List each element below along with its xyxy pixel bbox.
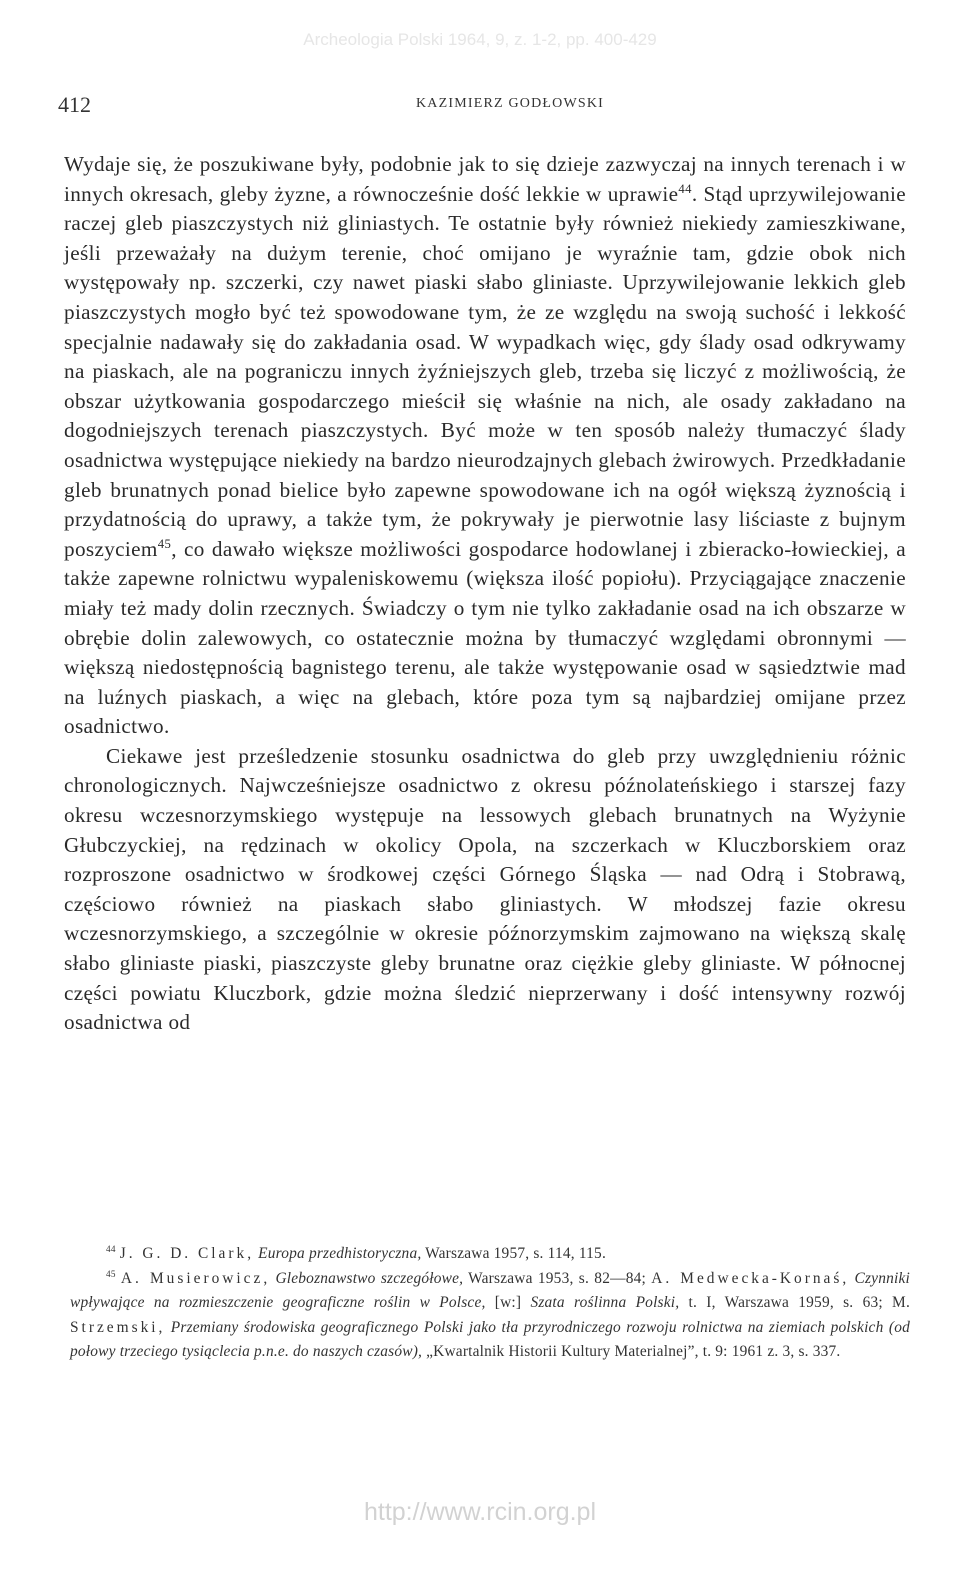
footnote-44-number: 44 [106,1243,116,1254]
page-number: 412 [58,92,91,117]
footnotes [70,1242,910,1365]
footnote-45-title-2: Czynniki wpływające na rozmieszczenie geograficzne roślin w Polsce, [70,1269,910,1312]
body-text [64,150,906,1038]
footnote-ref-45[interactable]: 45 [157,536,172,551]
footnote-45 [70,1267,910,1365]
footnote-45-rest-2a: [w:] [485,1294,531,1312]
footnote-ref-44[interactable]: 44 [678,181,692,196]
paragraph-2: Ciekawe jest prześledzenie stosunku osadnictwa do gleb przy uwzględnieniu różnic chronologicznych. Najwcześniejsze osadnictwo z okresu późnolateńskiego i starszej fazy okresu wczesnorzymskiego występuje na lessowych glebach brunatnych na Wyżynie Głubczyckiej, na rędzinach w okolicy Opola, na szczerkach w Kluczborskiem oraz rozproszone osadnictwo w środkowej części Górnego Śląska — nad Odrą i Stobrawą, częściowo również na piaskach słabo gliniastych. W młodszej fazie okresu wczesnorzymskiego, a szczególnie w okresie późnorzymskim zajmowano na większą skalę słabo gliniaste piaski, piaszczyste gleby brunatne oraz ciężkie gleby gliniaste. W północnej części powiatu Kluczbork, gdzie można śledzić nieprzerwany i dość intensywny rozwój osadnictwa od [64,743,906,1035]
footnote-44-rest: Warszawa 1957, s. 114, 115. [421,1245,606,1262]
paragraph-1-part-c: , co dawało większe możliwości gospodarce hodowlanej i zbieracko-łowieckiej, a także zapewne rolnictwu wypaleniskowemu (większa ilość popiołu). Przyciągające znaczenie miały też mady dolin rzecznych. Świadczy o tym nie tylko zakładanie osad na ich obszarze w obrębie dolin zalewowych, co ostatecznie można by tłumaczyć względami obronnymi — większą niedostępnością bagnistego terenu, ale także występowanie osad w sąsiedztwie mad na luźnych piaskach, a więc na glebach, które poza tym są najbardziej omijane przez osadnictwo. [64,536,906,739]
footnote-45-rest-1: Warszawa 1953, s. 82—84; [463,1269,652,1287]
footnote-44-title: Europa przedhistoryczna, [258,1245,422,1262]
watermark-top: Archeologia Polski 1964, 9, z. 1-2, pp. 400-429 [303,30,657,49]
watermark-bottom-url[interactable]: http://www.rcin.org.pl [363,1498,597,1526]
footnote-45-title-3: Szata roślinna Polski, [530,1294,680,1312]
footnote-45-title-1: Gleboznawstwo szczegółowe, [275,1269,464,1287]
footnote-44 [70,1242,910,1267]
paragraph-1-part-a: Wydaje się, że poszukiwane były, podobnie jak to się dzieje zazwyczaj na innych terenach i w innych okresach, gleby żyzne, a równocześnie dość lekkie w uprawie [64,152,906,206]
footnote-45-author-2: A. Medwecka-Kornaś, [651,1269,850,1287]
footnote-45-rest-2b: t. I, Warszawa 1959, s. 63; M. [679,1294,910,1312]
footnote-45-number: 45 [106,1268,116,1279]
footnote-44-author: J. G. D. Clark, [119,1245,255,1262]
footnote-45-author-1: A. Musierowicz, [120,1269,271,1287]
footnote-45-rest-3: „Kwartalnik Historii Kultury Materialnej”, t. 9: 1961 z. 3, s. 337. [422,1343,841,1361]
paragraph-1 [64,150,906,742]
footnote-45-author-3: Strzemski, [70,1318,166,1336]
footnote-45-title-4: Przemiany środowiska geograficznego Polski jako tła przyrodniczego rozwoju rolnictwa na ziemiach polskich (od połowy trzeciego tysiąclecia p.n.e. do naszych czasów), [70,1318,910,1361]
page-header [58,92,902,122]
running-head: KAZIMIERZ GODŁOWSKI [415,96,605,111]
paragraph-1-part-b: . Stąd uprzywilejowanie raczej gleb piaszczystych niż gliniastych. Te ostatnie były również niekiedy zamieszkiwane, jeśli przeważały na dużym terenie, choć omijano je wyraźnie tam, gdzie obok nich występowały np. szczerki, czy nawet piaski słabo gliniaste. Uprzywilejowanie lekkich gleb piaszczystych mogło być też spowodowane tym, że ze względu na swoją suchość i lekkość specjalnie nadawały się do zakładania osad. W wypadkach więc, gdy ślady osad odkrywamy na piaskach, ale na pograniczu innych żyźniejszych gleb, trzeba się liczyć z możliwością, że obszar użytkowania gospodarczego mieścił się właśnie na nich, ale osady zakładano na dogodniejszych terenach piaszczystych. Być może w ten sposób należy tłumaczyć ślady osadnictwa występujące niekiedy na bardzo nieurodzajnych glebach żwirowych. Przedkładanie gleb brunatnych ponad bielice było zapewne spowodowane ich na ogół większą żyznością i przydatnością do uprawy, a także tym, że pokrywały je pierwotnie lasy liściaste z bujnym poszyciem [64,181,906,561]
